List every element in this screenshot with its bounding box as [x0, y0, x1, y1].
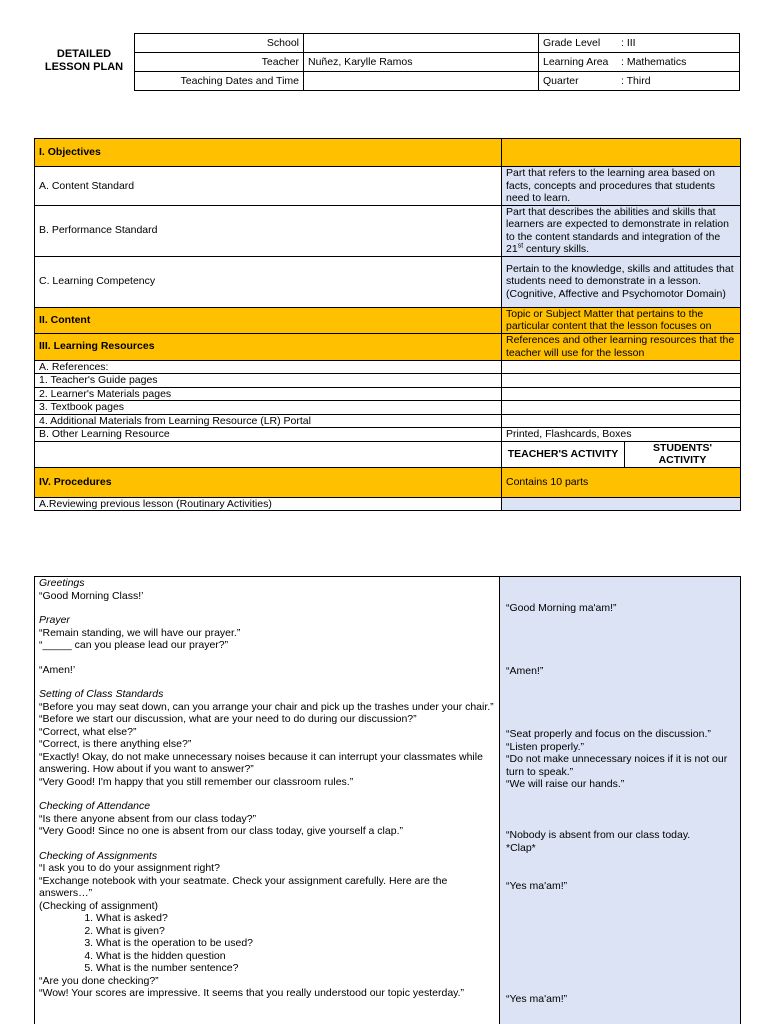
- greetings-text: “Good Morning Class!’: [39, 589, 144, 602]
- performance-desc-b: century skills.: [523, 243, 590, 255]
- performance-desc-sup: st: [517, 242, 524, 250]
- references-blank: [502, 360, 741, 374]
- student-standards-line-1: “Seat properly and focus on the discussion.”: [506, 728, 711, 740]
- area-value: : Mathematics: [621, 55, 687, 68]
- students-activity-column: [500, 576, 741, 1024]
- standards-line-1: “Before you may seat down, can you arrange your chair and pick up the trashes under your chair.”: [39, 700, 494, 713]
- teacher-activity-column: [34, 576, 500, 1024]
- resource-item-blank: [502, 387, 741, 401]
- resource-item: 2. Learner's Materials pages: [35, 387, 502, 401]
- student-attendance: [506, 829, 734, 854]
- dates-value: [304, 72, 539, 91]
- students-activity-header: STUDENTS' ACTIVITY: [625, 441, 741, 467]
- resource-item-blank: [502, 374, 741, 388]
- teacher-value: Nuñez, Karylle Ramos: [304, 53, 539, 72]
- student-standards-line-4: “We will raise our hands.”: [506, 778, 625, 790]
- resources-desc: References and other learning resources that the teacher will use for the lesson: [502, 333, 741, 360]
- done-checking-text: “Are you done checking?”: [39, 974, 159, 987]
- student-standards-line-2: “Listen properly.”: [506, 740, 585, 753]
- reviewing-label: A.Reviewing previous lesson (Routinary Activities): [35, 497, 502, 511]
- student-standards-line-3: “Do not make unnecessary noices if it is not our turn to speak.”: [506, 753, 728, 778]
- attendance-title: Checking of Attendance: [39, 800, 151, 812]
- resource-item: 4. Additional Materials from Learning Resource (LR) Portal: [35, 414, 502, 428]
- lesson-table: [34, 138, 741, 511]
- objectives-heading: I. Objectives: [35, 139, 502, 167]
- title-line-1: DETAILED: [56, 48, 112, 60]
- prayer-title: Prayer: [39, 614, 70, 626]
- area-label: Learning Area: [543, 55, 609, 68]
- other-resource-value: Printed, Flashcards, Boxes: [502, 428, 741, 442]
- list-item: 4. What is the hidden question: [96, 950, 495, 963]
- resource-item: 3. Textbook pages: [35, 401, 502, 415]
- attendance-line-2: “Very Good! Since no one is absent from our class today, give yourself a clap.”: [39, 825, 403, 837]
- list-item: 5. What is the number sentence?: [96, 962, 495, 975]
- procedures-heading: IV. Procedures: [35, 467, 502, 497]
- assignment-questions-list: [39, 912, 495, 975]
- lesson-plan-title: [36, 48, 132, 74]
- student-attendance-line-1: “Nobody is absent from our class today.: [506, 829, 691, 841]
- activity-header-blank: [35, 441, 502, 467]
- assignments-line-2: “Exchange notebook with your seatmate. Check your assignment carefully. Here are the answers…”: [39, 874, 448, 899]
- quarter-cell: [539, 72, 740, 91]
- standards-line-5: “Exactly! Okay, do not make unnecessary noises because it can interrupt your classmates while answering. How about if you want to answer?”: [39, 750, 483, 775]
- student-good-morning: “Good Morning ma'am!”: [506, 602, 617, 614]
- teacher-activity-header: TEACHER'S ACTIVITY: [502, 441, 625, 467]
- assignments-title: Checking of Assignments: [39, 849, 158, 862]
- competency-desc: Pertain to the knowledge, skills and attitudes that students need to demonstrate in a lesson. (Cognitive, Affective and Psychomotor Domain): [502, 256, 741, 307]
- area-cell: [539, 53, 740, 72]
- student-yes-2: “Yes ma'am!”: [506, 993, 568, 1005]
- resource-item-blank: [502, 414, 741, 428]
- student-amen: “Amen!”: [506, 665, 544, 677]
- objectives-heading-blank: [502, 139, 741, 167]
- procedures-desc: Contains 10 parts: [502, 467, 741, 497]
- quarter-value: : Third: [621, 74, 651, 87]
- performance-standard-label: B. Performance Standard: [35, 205, 502, 256]
- list-item: 1. What is asked?: [96, 912, 495, 925]
- resource-item-blank: [502, 401, 741, 415]
- prayer-line-1: “Remain standing, we will have our prayer.”: [39, 626, 241, 639]
- student-standards: [506, 728, 734, 791]
- school-label: School: [135, 34, 304, 53]
- school-value: [304, 34, 539, 53]
- greetings-title: Greetings: [39, 577, 85, 589]
- standards-line-3: “Correct, what else?”: [39, 725, 137, 738]
- student-yes-1: “Yes ma'am!”: [506, 880, 568, 892]
- student-attendance-line-2: *Clap*: [506, 841, 536, 854]
- teacher-label: Teacher: [135, 53, 304, 72]
- resource-item: 1. Teacher's Guide pages: [35, 374, 502, 388]
- content-desc: Topic or Subject Matter that pertains to the particular content that the lesson focuses on: [502, 307, 741, 333]
- content-standard-desc: Part that refers to the learning area based on facts, concepts and procedures that students need to learn.: [502, 167, 741, 206]
- standards-title: Setting of Class Standards: [39, 688, 164, 700]
- attendance-line-1: “Is there anyone absent from our class today?”: [39, 812, 257, 825]
- assignments-line-3: (Checking of assignment): [39, 899, 159, 912]
- performance-desc-a: Part that describes the abilities and skills that learners are expected to demonstrate in relation to the content standards and integration of the 21: [506, 205, 729, 255]
- standards-line-2: “Before we start our discussion, what are your need to do during our discussion?”: [39, 713, 417, 725]
- assignments-line-1: “I ask you to do your assignment right?: [39, 862, 220, 874]
- amen-text: “Amen!’: [39, 663, 76, 676]
- standards-line-6: “Very Good! I'm happy that you still remember our classroom rules.”: [39, 775, 354, 788]
- prayer-line-2: “_____ can you please lead our prayer?”: [39, 639, 229, 651]
- resources-heading: III. Learning Resources: [35, 333, 502, 360]
- references-label: A. References:: [35, 360, 502, 374]
- grade-value: : III: [621, 36, 636, 49]
- header-info-table: [134, 33, 740, 91]
- scores-text: “Wow! Your scores are impressive. It seems that you really understood our topic yesterday.”: [39, 987, 465, 999]
- performance-standard-desc: [502, 205, 741, 256]
- quarter-label: Quarter: [543, 74, 579, 87]
- list-item: 2. What is given?: [96, 925, 495, 938]
- content-heading: II. Content: [35, 307, 502, 333]
- competency-label: C. Learning Competency: [35, 256, 502, 307]
- dates-label: Teaching Dates and Time: [135, 72, 304, 91]
- list-item: 3. What is the operation to be used?: [96, 937, 495, 950]
- standards-line-4: “Correct, is there anything else?”: [39, 738, 192, 750]
- title-line-2: LESSON PLAN: [44, 61, 124, 73]
- other-resource-label: B. Other Learning Resource: [35, 428, 502, 442]
- grade-cell: [539, 34, 740, 53]
- content-standard-label: A. Content Standard: [35, 167, 502, 206]
- reviewing-blank: [502, 497, 741, 511]
- grade-label: Grade Level: [543, 36, 601, 49]
